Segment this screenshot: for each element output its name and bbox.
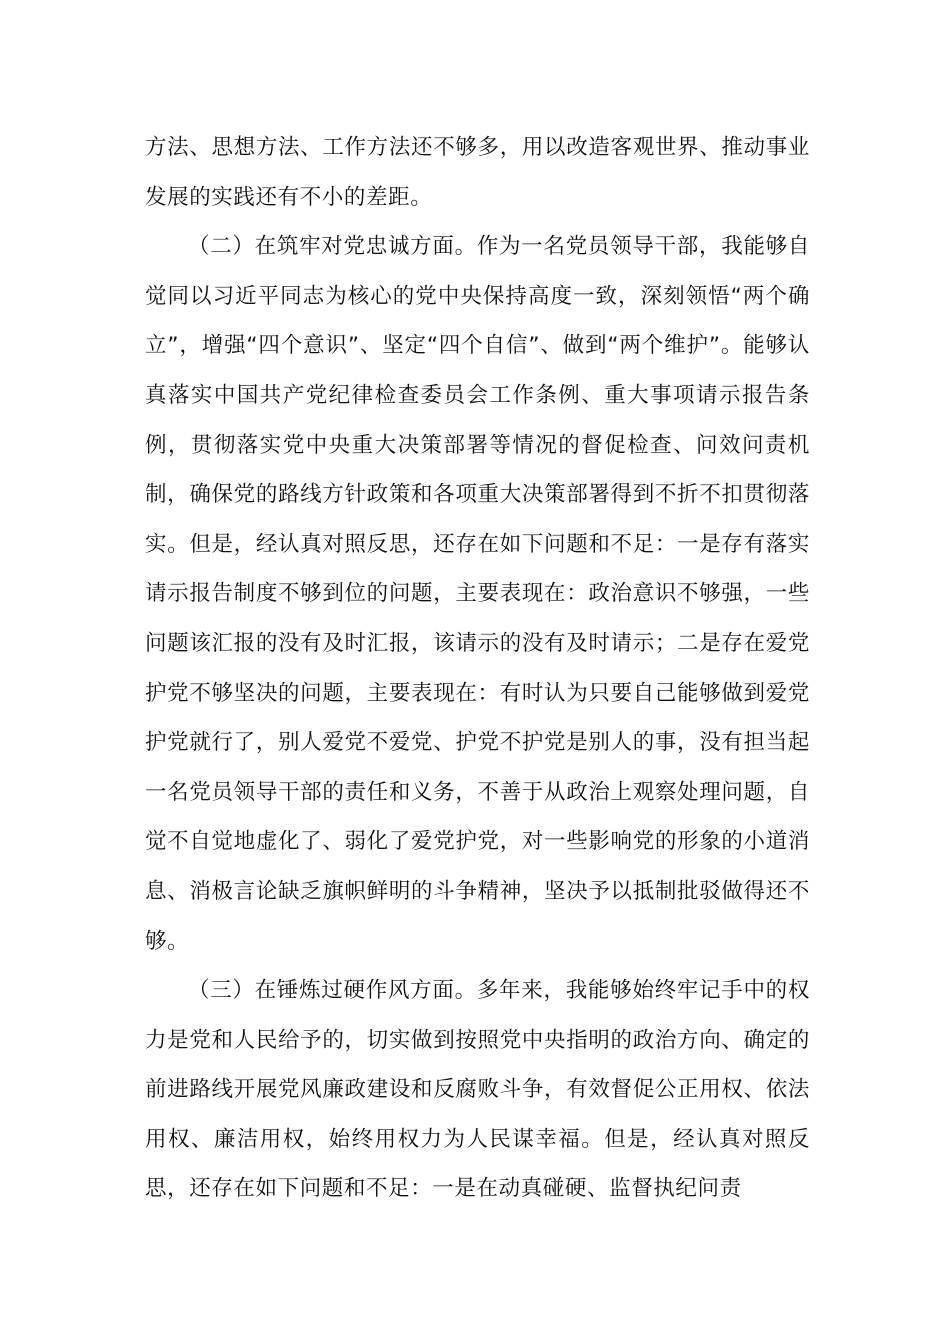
paragraph-section-two: （二）在筑牢对党忠诚方面。作为一名党员领导干部，我能够自觉同以习近平同志为核心的党中央保持高度一致，深刻领悟“两个确立”，增强“四个意识”、坚定“四个自信”、做到“两个维护”。能够认真落实中国共产党纪律检查委员会工作条例、重大事项请示报告条例，贯彻落实党中央重大决策部署等情况的督促检查、问效问责机制，确保党的路线方针政策和各项重大决策部署得到不折不扣贯彻落实。但是，经认真对照反思，还存在如下问题和不足：一是存有落实请示报告制度不够到位的问题，主要表现在：政治意识不够强，一些问题该汇报的没有及时汇报，该请示的没有及时请示；二是存在爱党护党不够坚决的问题，主要表现在：有时认为只要自己能够做到爱党护党就行了，别人爱党不爱党、护党不护党是别人的事，没有担当起一名党员领导干部的责任和义务，不善于从政治上观察处理问题，自觉不自觉地虚化了、弱化了爱党护党，对一些影响党的形象的小道消息、消极言论缺乏旗帜鲜明的斗争精神，坚决予以抵制批驳做得还不够。 [145,234,810,954]
paragraph-section-three: （三）在锤炼过硬作风方面。多年来，我能够始终牢记手中的权力是党和人民给予的，切实做到按照党中央指明的政治方向、确定的前进路线开展党风廉政建设和反腐败斗争，有效督促公正用权、依法用权、廉洁用权，始终用权力为人民谋幸福。但是，经认真对照反思，还存在如下问题和不足：一是在动真碰硬、监督执纪问责 [145,978,810,1202]
paragraph-continuation: 方法、思想方法、工作方法还不够多，用以改造客观世界、推动事业发展的实践还有不小的差距。 [145,135,810,210]
document-body [145,123,810,1214]
